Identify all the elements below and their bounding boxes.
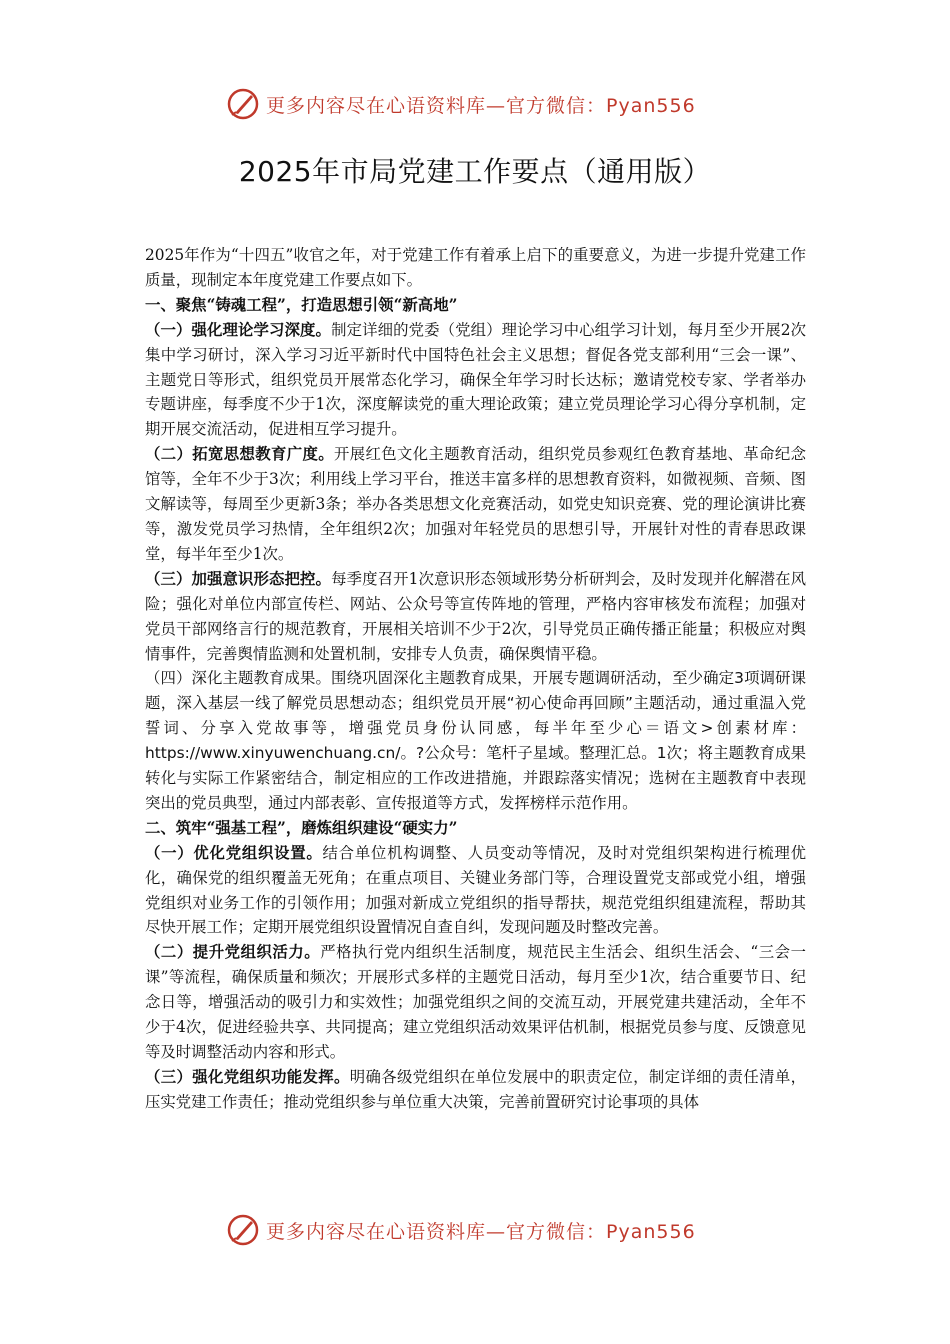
document-title: 2025年市局党建工作要点（通用版）: [238, 155, 712, 188]
paragraph-lead: （二）提升党组织活力。: [145, 943, 321, 962]
paragraph-text: 严格执行党内组织生活制度，规范民主生活会、组织生活会、“三会一课”等流程，确保质量和频次；开展形式多样的主题党日活动，每月至少1次，结合重要节日、纪念日等，增强活动的吸引力和实效性；加强党组织之间的交流互动，开展党建共建活动，全年不少于4次，促进经验共享、共同提高；建立党组织活动效果评估机制，根据党员参与度、反馈意见等及时调整活动内容和形式。: [145, 943, 806, 1061]
paragraph-text: 明确各级党组织在单位发展中的职责定位，制定详细的责任清单，压实党建工作责任；推动党组织参与单位重大决策，完善前置研究讨论事项的具体: [145, 1067, 806, 1111]
paragraph: [145, 940, 806, 1065]
paragraph-lead: （三）加强意识形态把控。: [145, 569, 332, 588]
paragraph: [145, 567, 806, 667]
paragraph-text: 结合单位机构调整、人员变动等情况，及时对党组织架构进行梳理优化，确保党的组织覆盖无死角；在重点项目、关键业务部门等，合理设置党支部或党小组，增强党组织对业务工作的引领作用；加强对新成立党组织的指导帮扶，规范党组织组建流程，帮助其尽快开展工作；定期开展党组织设置情况自查自纠，发现问题及时整改完善。: [145, 843, 806, 937]
paragraph: [145, 1065, 806, 1115]
watermark-footer: [226, 1212, 746, 1248]
paragraph-text: 制定详细的党委（党组）理论学习中心组学习计划，每月至少开展2次集中学习研讨，深入学习习近平新时代中国特色社会主义思想；督促各党支部利用“三会一课”、主题党日等形式，组织党员开展常态化学习，确保全年学习时长达标；邀请党校专家、学者举办专题讲座，每季度不少于1次，深度解读党的重大理论政策；建立党员理论学习心得分享机制，定期开展交流活动，促进相互学习提升。: [145, 320, 806, 439]
paragraph-lead: （一）强化理论学习深度。: [145, 320, 332, 339]
paragraph-lead: （一）优化党组织设置。: [145, 843, 323, 862]
paragraph: [145, 841, 806, 941]
paragraph: [145, 442, 806, 567]
section-heading: 一、聚焦“铸魂工程”，打造思想引领“新高地”: [145, 295, 458, 314]
watermark-text: 更多内容尽在心语资料库—官方微信：Pyan556: [266, 1220, 696, 1243]
watermark-header: [226, 86, 746, 122]
intro-paragraph: 2025年作为“十四五”收官之年，对于党建工作有着承上启下的重要意义，为进一步提升党建工作质量，现制定本年度党建工作要点如下。: [145, 246, 806, 289]
watermark-wechat-id: Pyan556: [606, 1220, 696, 1243]
paragraph-text: 开展红色文化主题教育活动，组织党员参观红色教育基地、革命纪念馆等，全年不少于3次；利用线上学习平台，推送丰富多样的思想教育资料，如微视频、音频、图文解读等，每周至少更新3条；举办各类思想文化竞赛活动，如党史知识竞赛、党的理论演讲比赛等，激发党员学习热情，全年组织2次；加强对年轻党员的思想引导，开展针对性的青春思政课堂，每半年至少1次。: [145, 445, 806, 563]
section-heading: 二、筑牢“强基工程”，磨炼组织建设“硬实力”: [145, 818, 458, 837]
paragraph-lead: （二）拓宽思想教育广度。: [145, 445, 334, 464]
watermark-text: 更多内容尽在心语资料库—官方微信：Pyan556: [266, 94, 696, 117]
paragraph-lead: （三）强化党组织功能发挥。: [145, 1067, 350, 1086]
paragraph: （四）深化主题教育成果。围绕巩固深化主题教育成果，开展专题调研活动，至少确定3项调研课题，深入基层一线了解党员思想动态；组织党员开展“初心使命再回顾”主题活动，通过重温入党誓词、分享入党故事等，增强党员身份认同感，每半年至少心＝语文>创素材库：https://www.xinyuwenchuang.cn/。?公众号：笔杆子星域。整理汇总。1次；将主题教育成果转化与实际工作紧密结合，制定相应的工作改进措施，并跟踪落实情况；选树在主题教育中表现突出的党员典型，通过内部表彰、宣传报道等方式，发挥榜样示范作用。: [145, 669, 806, 812]
quill-pen-icon: [226, 1213, 260, 1247]
watermark-wechat-id: Pyan556: [606, 94, 696, 117]
quill-pen-icon: [226, 87, 260, 121]
paragraph: [145, 318, 806, 443]
paragraph-text: 每季度召开1次意识形态领域形势分析研判会，及时发现并化解潜在风险；强化对单位内部宣传栏、网站、公众号等宣传阵地的管理，严格内容审核发布流程；加强对党员干部网络言行的规范教育，开展相关培训不少于2次，引导党员正确传播正能量；积极应对舆情事件，完善舆情监测和处置机制，安排专人负责，确保舆情平稳。: [145, 569, 806, 663]
document-body: [145, 243, 806, 1115]
